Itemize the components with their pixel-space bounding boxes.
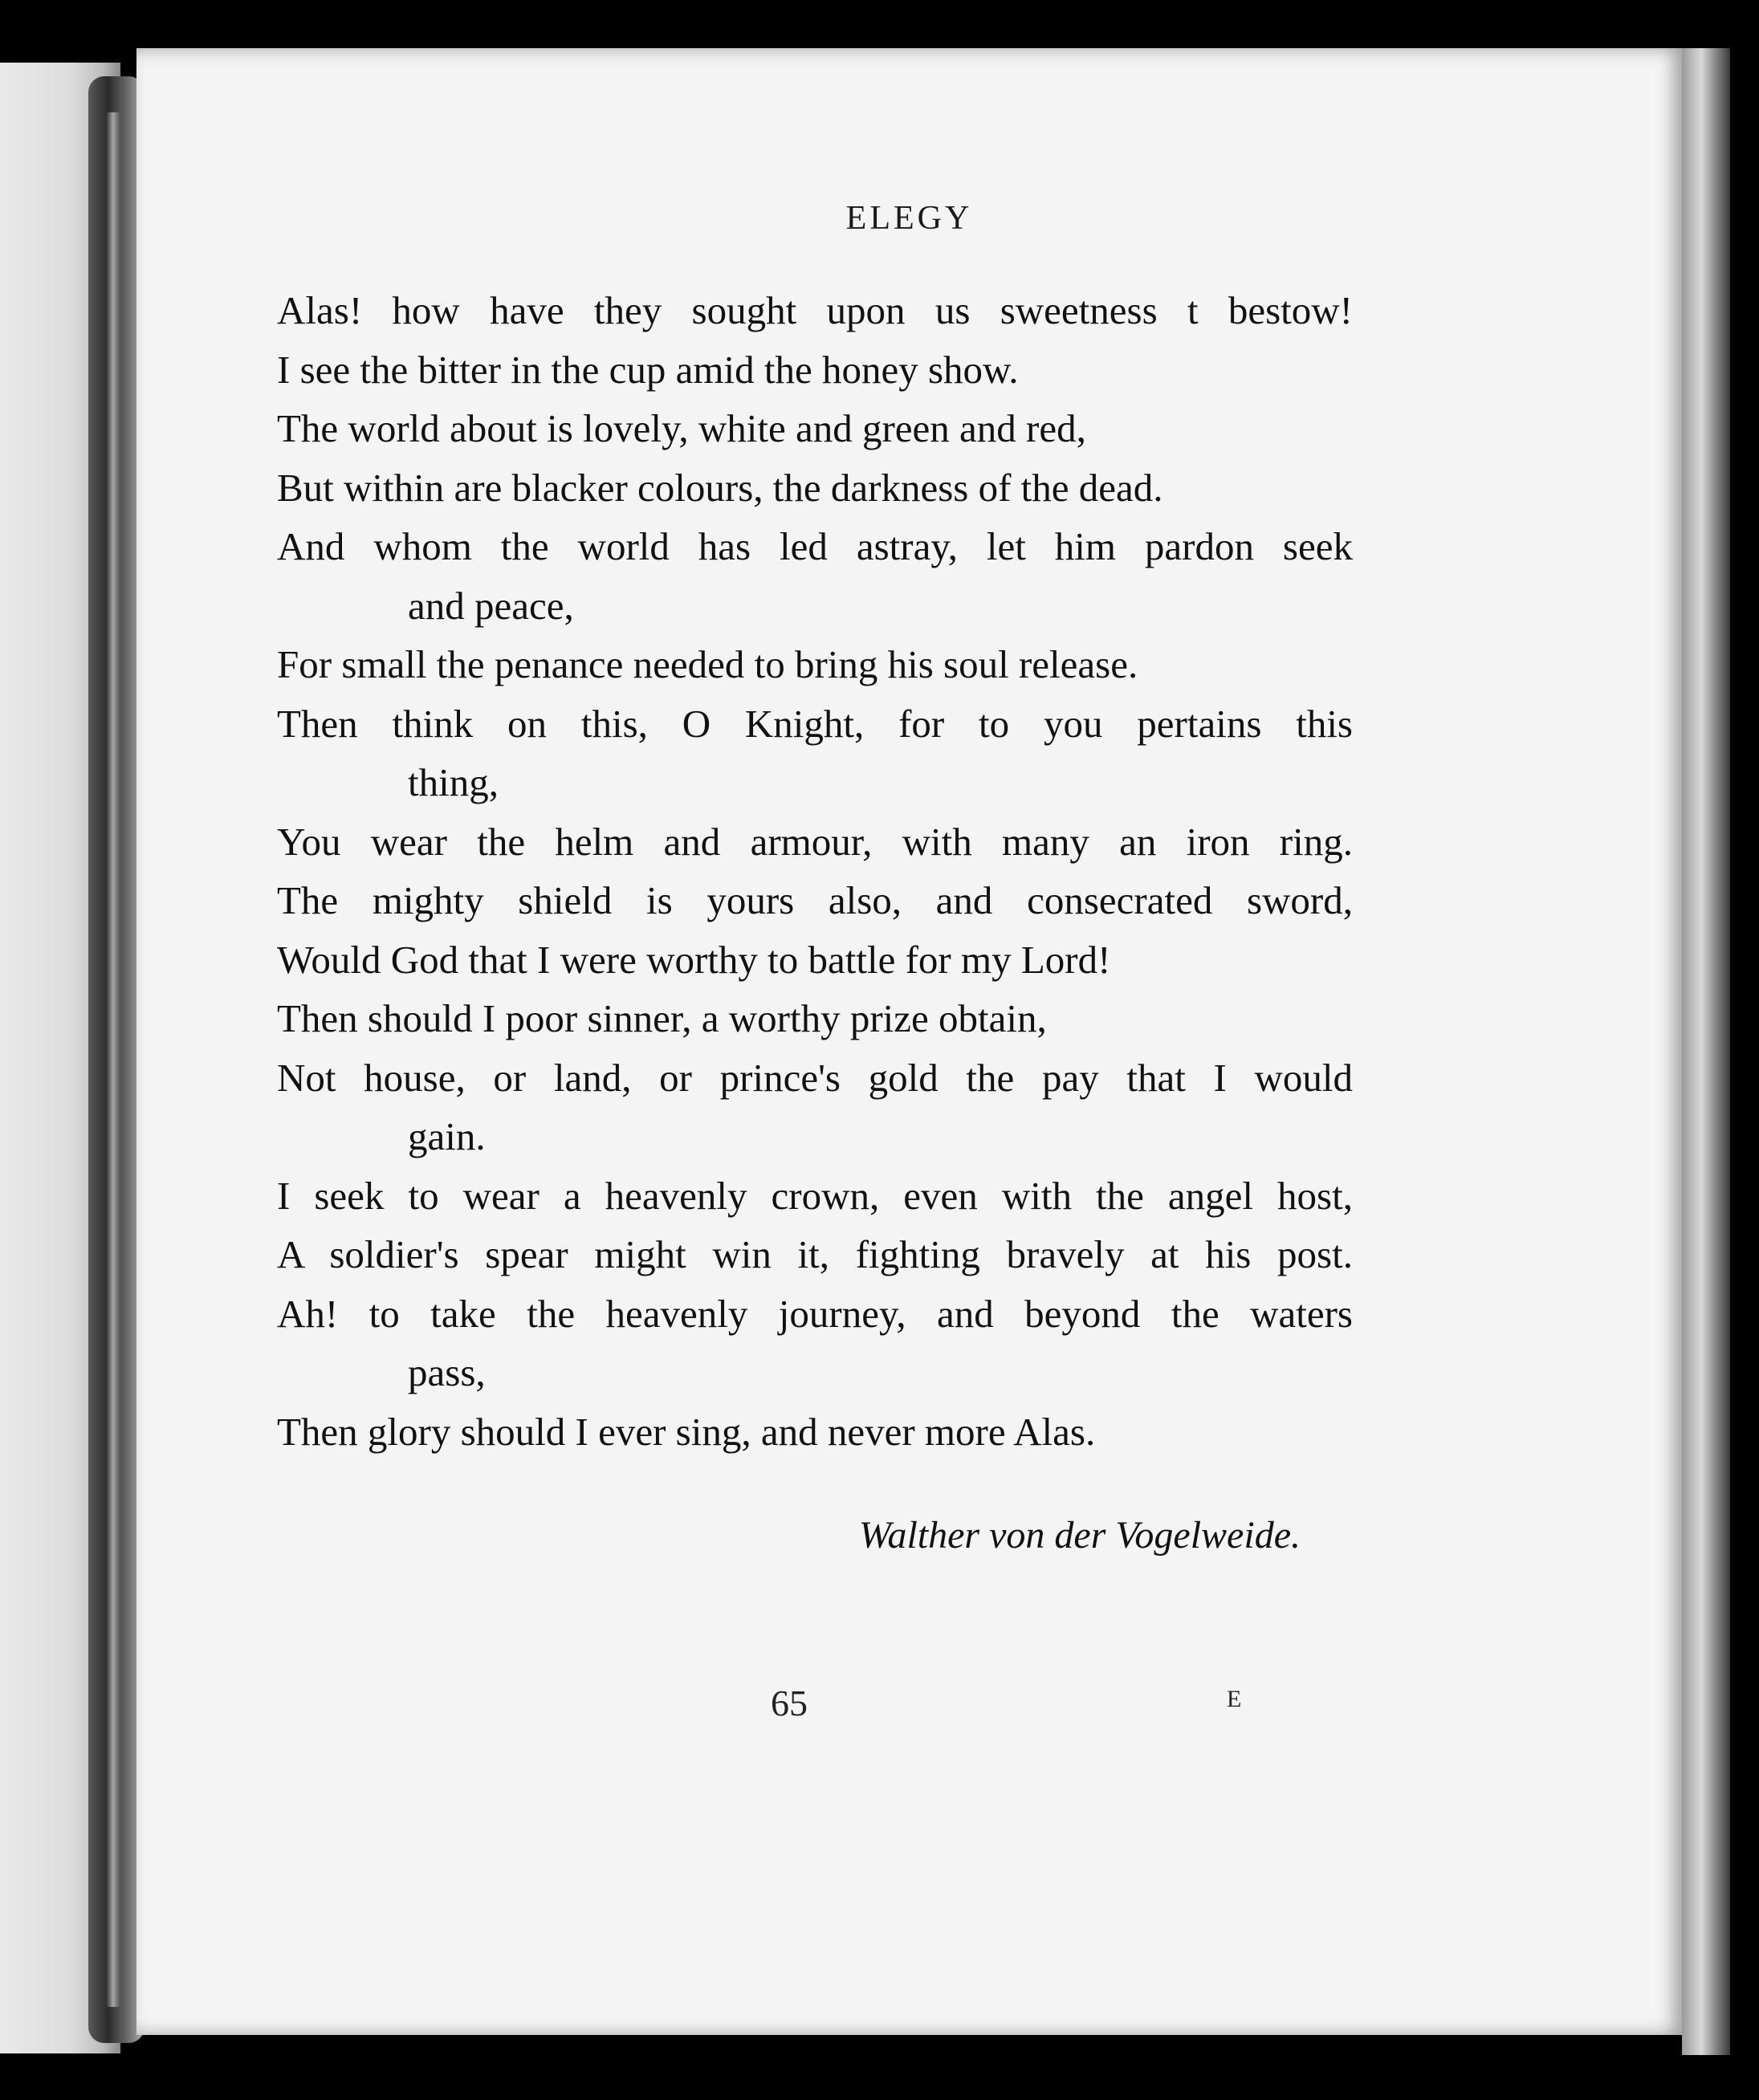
poem-body (277, 281, 1353, 1461)
poem-line: And whom the world has led astray, let him pardon seek (277, 524, 1353, 568)
poem-line-continuation: pass, (408, 1350, 486, 1394)
poem-line: Not house, or land, or prince's gold the pay that I would (277, 1055, 1353, 1100)
poem-line: Would God that I were worthy to battle for my Lord! (277, 937, 1111, 982)
gutter-highlight (106, 112, 120, 2007)
poem-line: But within are blacker colours, the darkness of the dead. (277, 465, 1163, 510)
poem-line: The world about is lovely, white and green and red, (277, 406, 1086, 450)
signature-mark: E (1227, 1686, 1242, 1712)
poem-line: A soldier's spear might win it, fighting bravely at his post. (277, 1232, 1353, 1276)
running-head: ELEGY (845, 200, 973, 237)
author-attribution: Walther von der Vogelweide. (858, 1514, 1301, 1557)
poem-line: Alas! how have they sought upon us sweetness t bestow! (277, 288, 1353, 332)
page-number: 65 (771, 1683, 808, 1724)
poem-line-continuation: and peace, (408, 583, 574, 628)
poem-line-continuation: thing, (408, 760, 499, 804)
poem-line: Then glory should I ever sing, and never more Alas. (277, 1409, 1096, 1454)
poem-line: The mighty shield is yours also, and consecrated sword, (277, 878, 1353, 922)
book-page (136, 48, 1682, 2035)
poem-line: You wear the helm and armour, with many an iron ring. (277, 819, 1353, 864)
poem-line: I see the bitter in the cup amid the honey show. (277, 347, 1019, 392)
poem-line: Then think on this, O Knight, for to you pertains this (277, 701, 1353, 746)
poem-line-continuation: gain. (408, 1114, 486, 1158)
poem-line: I seek to wear a heavenly crown, even with the angel host, (277, 1173, 1353, 1218)
right-page-edge (1682, 48, 1730, 2055)
poem-line: Ah! to take the heavenly journey, and beyond the waters (277, 1291, 1353, 1336)
poem-line: Then should I poor sinner, a worthy prize obtain, (277, 996, 1047, 1040)
poem-line: For small the penance needed to bring his soul release. (277, 642, 1138, 686)
